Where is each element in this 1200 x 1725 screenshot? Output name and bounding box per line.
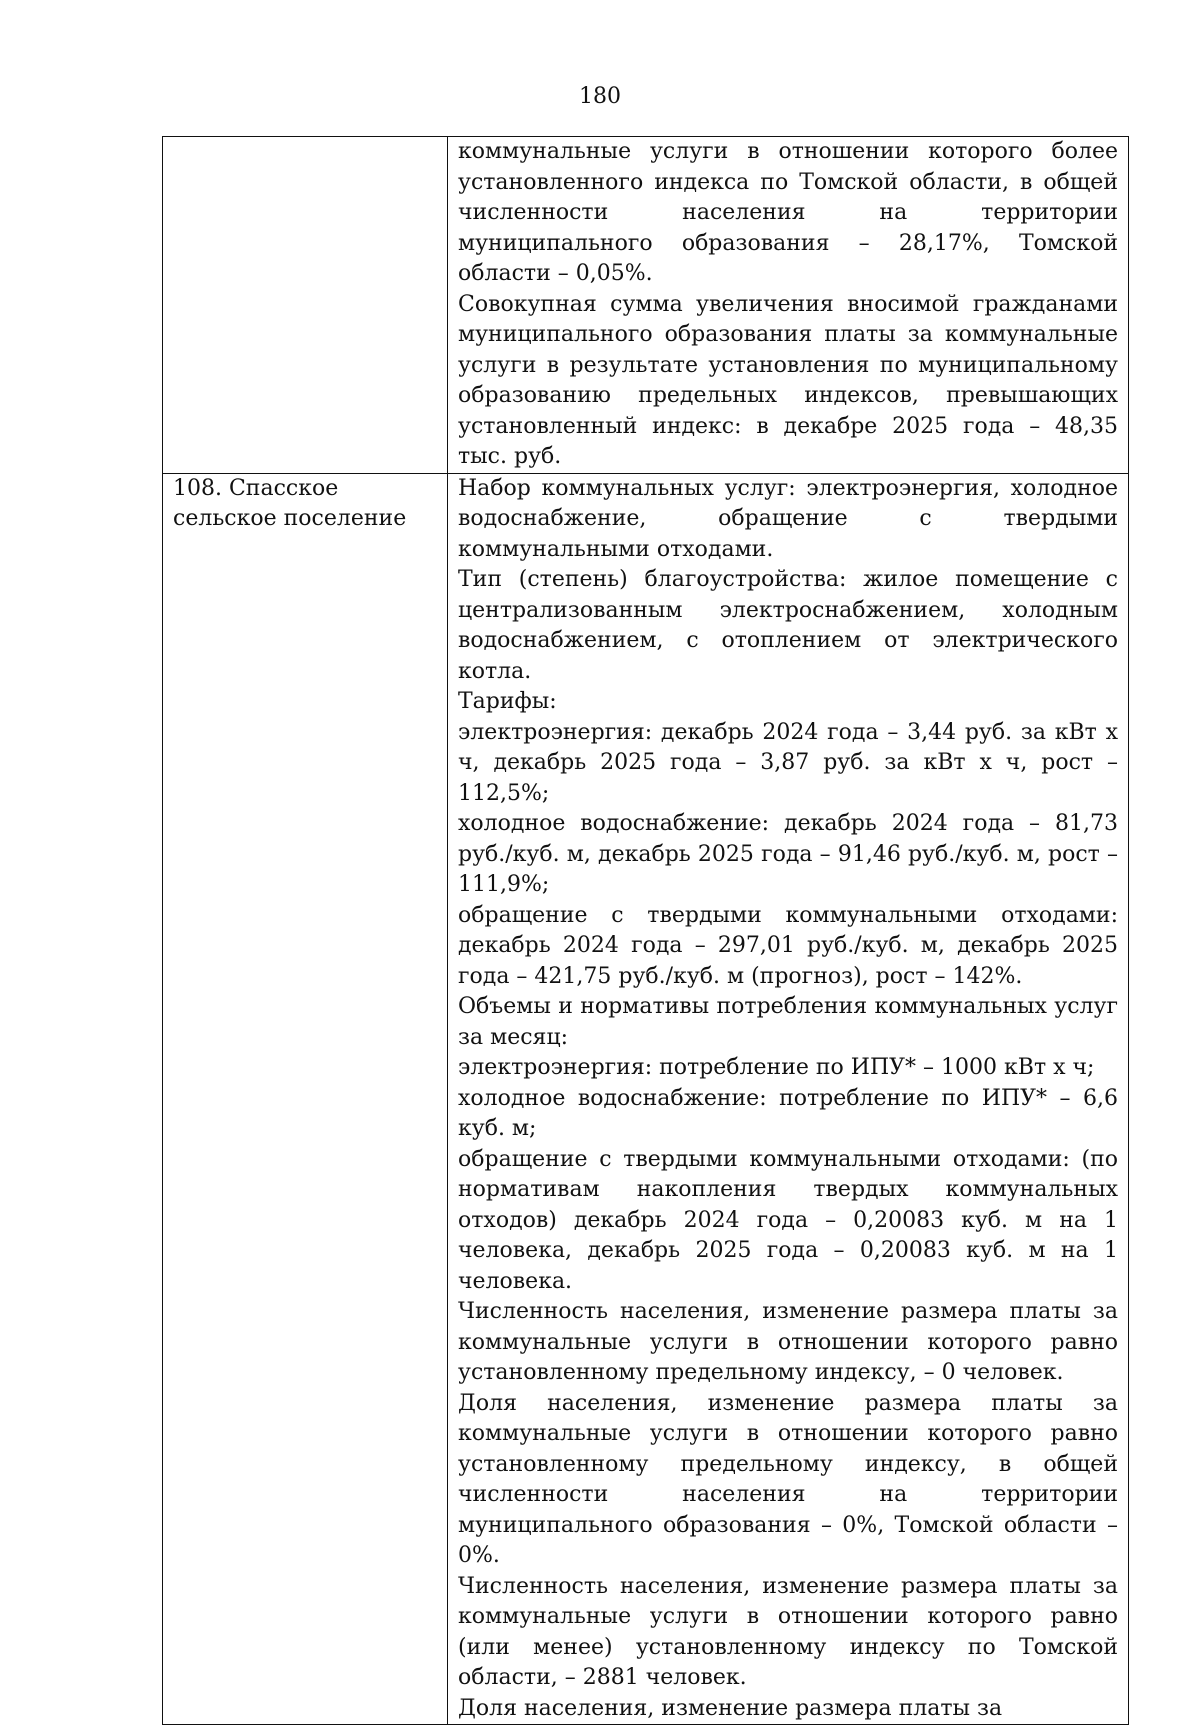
paragraph: Объемы и нормативы потребления коммунальных услуг за месяц: (458, 994, 1118, 1050)
paragraph: Численность населения, изменение размера платы за коммунальные услуги в отношении которого равно (или менее) установленному индексу по Томской области, – 2881 человек. (458, 1573, 1118, 1690)
table-row (163, 473, 1129, 1725)
paragraph: коммунальные услуги в отношении которого более установленного индекса по Томской области, в общей численности населения на территории муниципального образования – 28,17%, Томской области – 0,05%. (458, 139, 1118, 286)
description-cell (448, 473, 1129, 1725)
paragraph: холодное водоснабжение: декабрь 2024 года – 81,73 руб./куб. м, декабрь 2025 года – 91,46 руб./куб. м, рост – 111,9%; (458, 811, 1118, 897)
municipality-cell (163, 473, 448, 1725)
paragraph: Совокупная сумма увеличения вносимой гражданами муниципального образования платы за коммунальные услуги в результате установления по муниципальному образованию предельных индексов, превышающих установленный индекс: в декабре 2025 года – 48,35 тыс. руб. (458, 291, 1118, 469)
paragraph: электроэнергия: потребление по ИПУ* – 1000 кВт х ч; (458, 1055, 1095, 1080)
paragraph: Доля населения, изменение размера платы за (458, 1695, 1003, 1721)
paragraph: Тарифы: (458, 689, 557, 714)
document-table (162, 136, 1129, 1725)
municipality-cell (163, 137, 448, 474)
municipality-name: 108. Спасское сельское поселение (173, 475, 407, 531)
paragraph: обращение с твердыми коммунальными отходами: декабрь 2024 года – 297,01 руб./куб. м, декабрь 2025 года – 421,75 руб./куб. м (прогноз), рост – 142%. (458, 902, 1118, 989)
paragraph: Тип (степень) благоустройства: жилое помещение с централизованным электроснабжением, холодным водоснабжением, с отоплением от электрического котла. (458, 567, 1118, 684)
page-number: 180 (579, 84, 621, 109)
paragraph: холодное водоснабжение: потребление по ИПУ* – 6,6 куб. м; (458, 1085, 1118, 1141)
paragraph: Доля населения, изменение размера платы за коммунальные услуги в отношении которого равно установленному предельному индексу, в общей численности населения на территории муниципального образования – 0%, Томской области – 0%. (458, 1390, 1118, 1568)
description-cell (448, 137, 1129, 474)
paragraph: обращение с твердыми коммунальными отходами: (по нормативам накопления твердых коммунальных отходов) декабрь 2024 года – 0,20083 куб. м на 1 человека, декабрь 2025 года – 0,20083 куб. м на 1 человека. (458, 1146, 1118, 1294)
table-row (163, 137, 1129, 474)
paragraph: Набор коммунальных услуг: электроэнергия, холодное водоснабжение, обращение с твердыми коммунальными отходами. (458, 475, 1118, 562)
paragraph: Численность населения, изменение размера платы за коммунальные услуги в отношении которого равно установленному предельному индексу, – 0 человек. (458, 1299, 1118, 1385)
paragraph: электроэнергия: декабрь 2024 года – 3,44 руб. за кВт х ч, декабрь 2025 года – 3,87 руб. за кВт х ч, рост – 112,5%; (458, 719, 1118, 806)
